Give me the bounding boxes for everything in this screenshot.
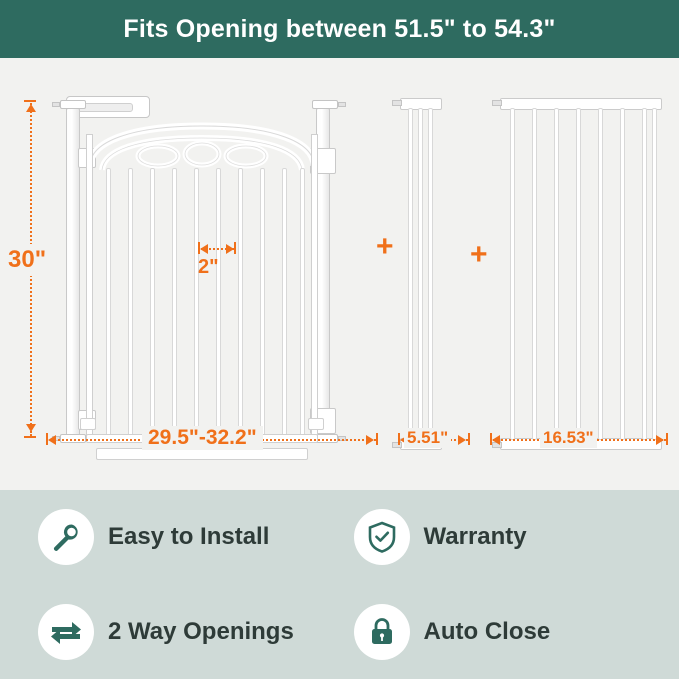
extension-bar [576,108,581,440]
gate-bottom-bracket-right [308,418,324,430]
gate-knob-top-right [312,100,338,109]
plus-sign-2: + [470,238,488,271]
bar-gap-cap-right [234,242,236,254]
height-dimension-label: 30" [6,244,48,276]
large-extension-illustration [500,98,662,450]
extension-bar [408,108,413,440]
plus-sign-1: + [376,230,394,263]
feature-auto-close [340,604,679,660]
bar-gap-label: 2" [198,256,219,278]
extension-bar [554,108,559,440]
gate-bar [238,168,243,436]
extension-bar [418,108,423,440]
gate-pin-top-left [52,102,60,107]
feature-warranty [340,509,679,565]
header-banner [0,0,679,58]
feature-label: Auto Close [423,617,551,645]
extension-bar [428,108,433,440]
extension-bar [510,108,515,440]
gate-bar [260,168,265,436]
bar-gap-arrow-left [200,244,208,254]
feature-easy-to-install [0,509,340,565]
height-arrow-up [26,104,36,112]
gate-width-label: 29.5"-32.2" [142,426,263,450]
feature-label: Easy to Install [108,523,270,551]
gate-bar [106,168,111,436]
gate-bar [128,168,133,436]
extension-pin-top [492,100,502,106]
height-dimension-cap-bottom [24,436,36,438]
gate-frame-right [311,134,318,438]
shield-check-icon [354,509,410,565]
height-arrow-down [26,424,36,432]
bar-gap-arrow-right [226,244,234,254]
extension-bar [620,108,625,440]
extension-bar [642,108,647,440]
gate-frame-left [86,134,93,438]
extension-bar [652,108,657,440]
small-extension-illustration [400,98,442,450]
gate-pin-top-right [338,102,346,107]
gate-bar [150,168,155,436]
small-extension-cap-right [468,433,470,445]
small-extension-arrow-right [458,435,466,445]
extension-pin-top [392,100,402,106]
gate-bar [216,168,221,436]
small-extension-label: 5.51" [404,428,451,448]
banner-title: Fits Opening between 51.5" to 54.3" [123,14,556,43]
large-extension-arrow-left [492,435,500,445]
gate-width-arrow-left [48,435,56,445]
diagram-area [0,58,679,490]
wrench-icon [38,509,94,565]
gate-width-arrow-right [366,435,374,445]
feature-two-way-openings [0,604,340,660]
large-extension-arrow-right [656,435,664,445]
gate-bar [172,168,177,436]
gate-knob-top-left [60,100,86,109]
feature-label: 2 Way Openings [108,617,294,645]
gate-bar [300,168,305,436]
two-way-arrows-icon [38,604,94,660]
height-dimension-cap-top [24,100,36,102]
large-extension-cap-right [666,433,668,445]
extension-bar [532,108,537,440]
large-extension-label: 16.53" [540,428,597,448]
extension-bar [598,108,603,440]
gate-bar [282,168,287,436]
padlock-icon [354,604,410,660]
gate-bar [194,168,199,436]
feature-label: Warranty [423,523,527,551]
gate-bottom-bracket-left [80,418,96,430]
gate-width-cap-right [376,433,378,445]
features-panel [0,490,679,679]
extension-top-rail [500,98,662,110]
